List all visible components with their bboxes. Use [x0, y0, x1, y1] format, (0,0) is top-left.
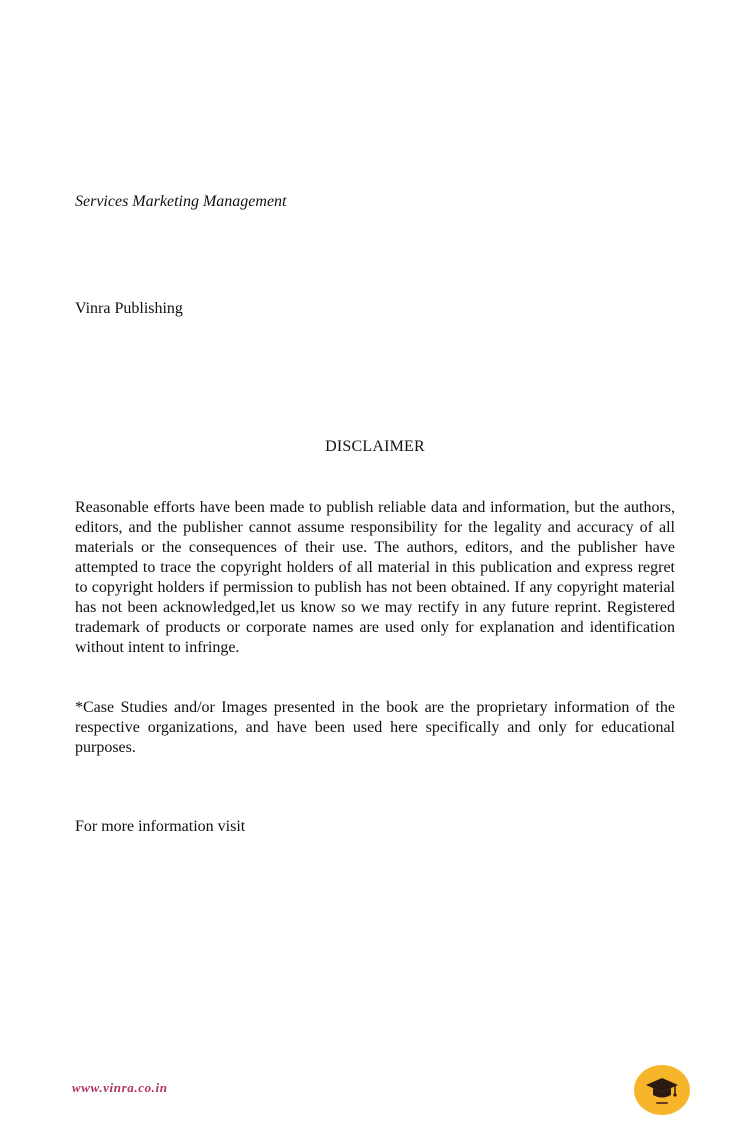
graduation-cap-icon — [642, 1072, 682, 1108]
disclaimer-heading: DISCLAIMER — [325, 438, 425, 455]
more-info-text: For more information visit — [75, 818, 246, 835]
case-studies-note: *Case Studies and/or Images presented in the book are the proprietary information of the respective organizations, and have been used here specifically and only for educational purposes. — [75, 699, 675, 756]
publisher-logo — [634, 1065, 690, 1115]
disclaimer-body: Reasonable efforts have been made to publish reliable data and information, but the authors, editors, and the publisher cannot assume responsibility for the legality and accuracy of all materials or the consequences of their use. The authors, editors, and the publisher have attempted to trace the copyright holders of all material in this publication and express regret to copyright holders if permission to publish has not been obtained. If any copyright material has not been acknowledged,let us know so we may rectify in any future reprint. Registered trademark of products or corporate names are used only for explanation and identification without intent to infringe. — [75, 499, 675, 656]
book-title: Services Marketing Management — [75, 193, 287, 210]
website-link[interactable]: www.vinra.co.in — [72, 1080, 168, 1095]
publisher-name: Vinra Publishing — [75, 300, 183, 317]
